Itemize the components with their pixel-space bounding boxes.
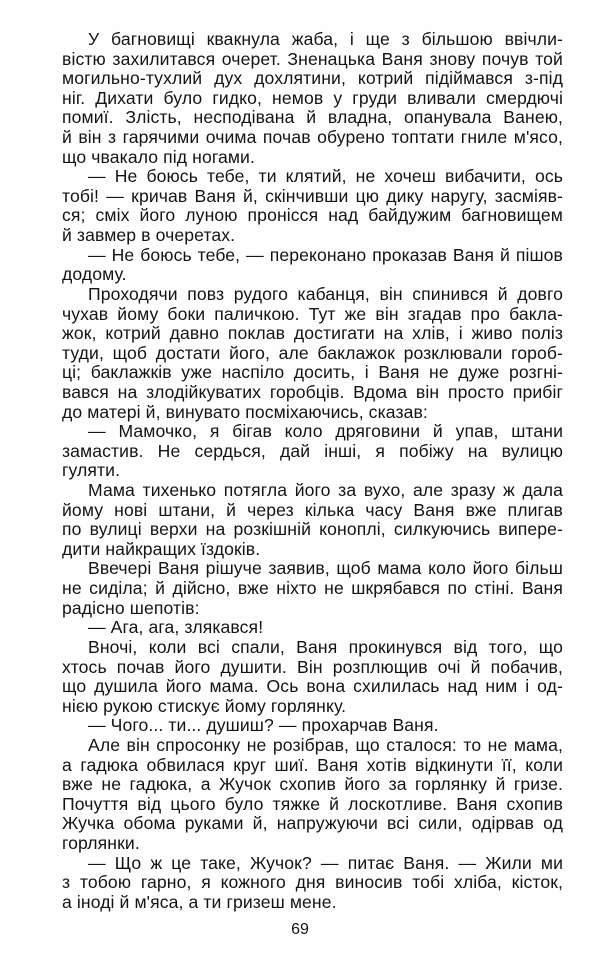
text-line: Проходячи повз рудого кабанця, він спинився й довго xyxy=(88,283,563,304)
text-line: не сиділа; й дійсно, вже ніхто не шкрябався по стіні. Ваня xyxy=(62,578,563,599)
text-line: У багновищі квакнула жаба, і ще з більшою ввічли- xyxy=(88,29,563,49)
text-line: ці; баклажків уже наспіло досить, і Ваня не дуже розгні- xyxy=(62,362,563,383)
text-line: жок, котрий давно поклав достигати на хлів, і живо поліз xyxy=(62,323,563,344)
text-line: Вночі, коли всі спали, Ваня прокинувся від того, що xyxy=(88,636,563,657)
text-line: по вулиці верхи на розкішній коноплі, силкуючись випере- xyxy=(62,519,563,540)
text-line: ніг. Дихати було гидко, немов у груди вливали смердючі xyxy=(62,87,563,108)
text-line: що душила його мама. Ось вона схилилась над ним і од- xyxy=(62,676,563,697)
text-line: ся; сміх його луною пронісся над байдужим багновищем xyxy=(62,205,563,226)
text-line: а іноді й м'яса, а ти гризеш мене. xyxy=(62,891,337,912)
page-number: 69 xyxy=(291,921,309,938)
text-line: додому. xyxy=(62,264,127,285)
text-line: дити найкращих їздоків. xyxy=(62,538,261,559)
text-line: нією рукою стискує йому горлянку. xyxy=(62,695,347,716)
text-line: — Не боюсь тебе, ти клятий, не хочеш вибачити, ось xyxy=(88,166,563,187)
text-line: замастив. Не сердься, дай інші, я побіжу на вулицю xyxy=(62,440,563,461)
text-line: Почуття від цього було тяжке й лоскотливе. Ваня схопив xyxy=(62,793,563,814)
text-line: радісно шепотів: xyxy=(62,597,200,618)
text-line: могильно-тухлий дух дохлятини, котрий підіймався з-під xyxy=(62,68,563,89)
text-line: вався на злодійкуватих горобців. Вдома він просто прибіг xyxy=(62,381,563,402)
text-line: до матері й, винувато посміхаючись, сказав: xyxy=(62,401,428,422)
text-line: Але він спросонку не розібрав, що сталося: то не мама, xyxy=(88,734,563,755)
text-line: й він з гарячими очима почав обурено топтати гниле м'ясо, xyxy=(62,127,563,148)
text-line: вже не гадюка, а Жучок схопив його за горлянку й гризе. xyxy=(62,774,563,795)
text-line: й завмер в очеретах. xyxy=(62,225,236,246)
body-text xyxy=(62,30,563,912)
text-line: — Мамочко, я бігав коло дряговини й упав, штани xyxy=(88,421,563,442)
text-line: — Що ж це таке, Жучок? — питає Ваня. — Жили ми xyxy=(88,852,563,873)
text-line: йому нові штани, й через кілька часу Ваня вже плигав xyxy=(62,499,563,520)
text-line: а гадюка обвилася круг шиї. Ваня хотів відкинути її, коли xyxy=(62,754,563,775)
text-line: тобі! — кричав Ваня й, скінчивши цю дику наругу, засміяв- xyxy=(62,185,563,206)
text-line: — Чого... ти... душиш? — прохарчав Ваня. xyxy=(88,715,439,736)
text-line: — Ага, ага, злякався! xyxy=(88,617,264,638)
text-line: Ввечері Ваня рішуче заявив, щоб мама коло його більш xyxy=(88,558,563,579)
text-line: — Не боюсь тебе, — переконано проказав Ваня й пішов xyxy=(88,244,563,265)
text-line: горлянки. xyxy=(62,832,140,853)
text-line: чухав йому боки паличкою. Тут же він згадав про бакла- xyxy=(62,303,563,324)
text-line: з тобою гарно, я кожного дня виносив тобі хліба, кісток, xyxy=(62,872,563,893)
text-line: вістю захилитався очерет. Зненацька Ваня знову почув той xyxy=(62,48,563,69)
text-line: туди, щоб достати його, але баклажок розклювали гороб- xyxy=(62,342,563,363)
text-line: хтось почав його душити. Він розплющив очі й побачив, xyxy=(62,656,563,677)
text-line: гуляти. xyxy=(62,460,121,481)
text-line: помиї. Злість, несподівана й владна, опанувала Ванею, xyxy=(62,107,563,128)
text-line: що чвакало під ногами. xyxy=(62,146,255,167)
text-line: Жучка обома руками й, напружуючи всі сили, одірвав од xyxy=(62,813,563,834)
text-line: Мама тихенько потягла його за вухо, але зразу ж дала xyxy=(88,480,563,501)
